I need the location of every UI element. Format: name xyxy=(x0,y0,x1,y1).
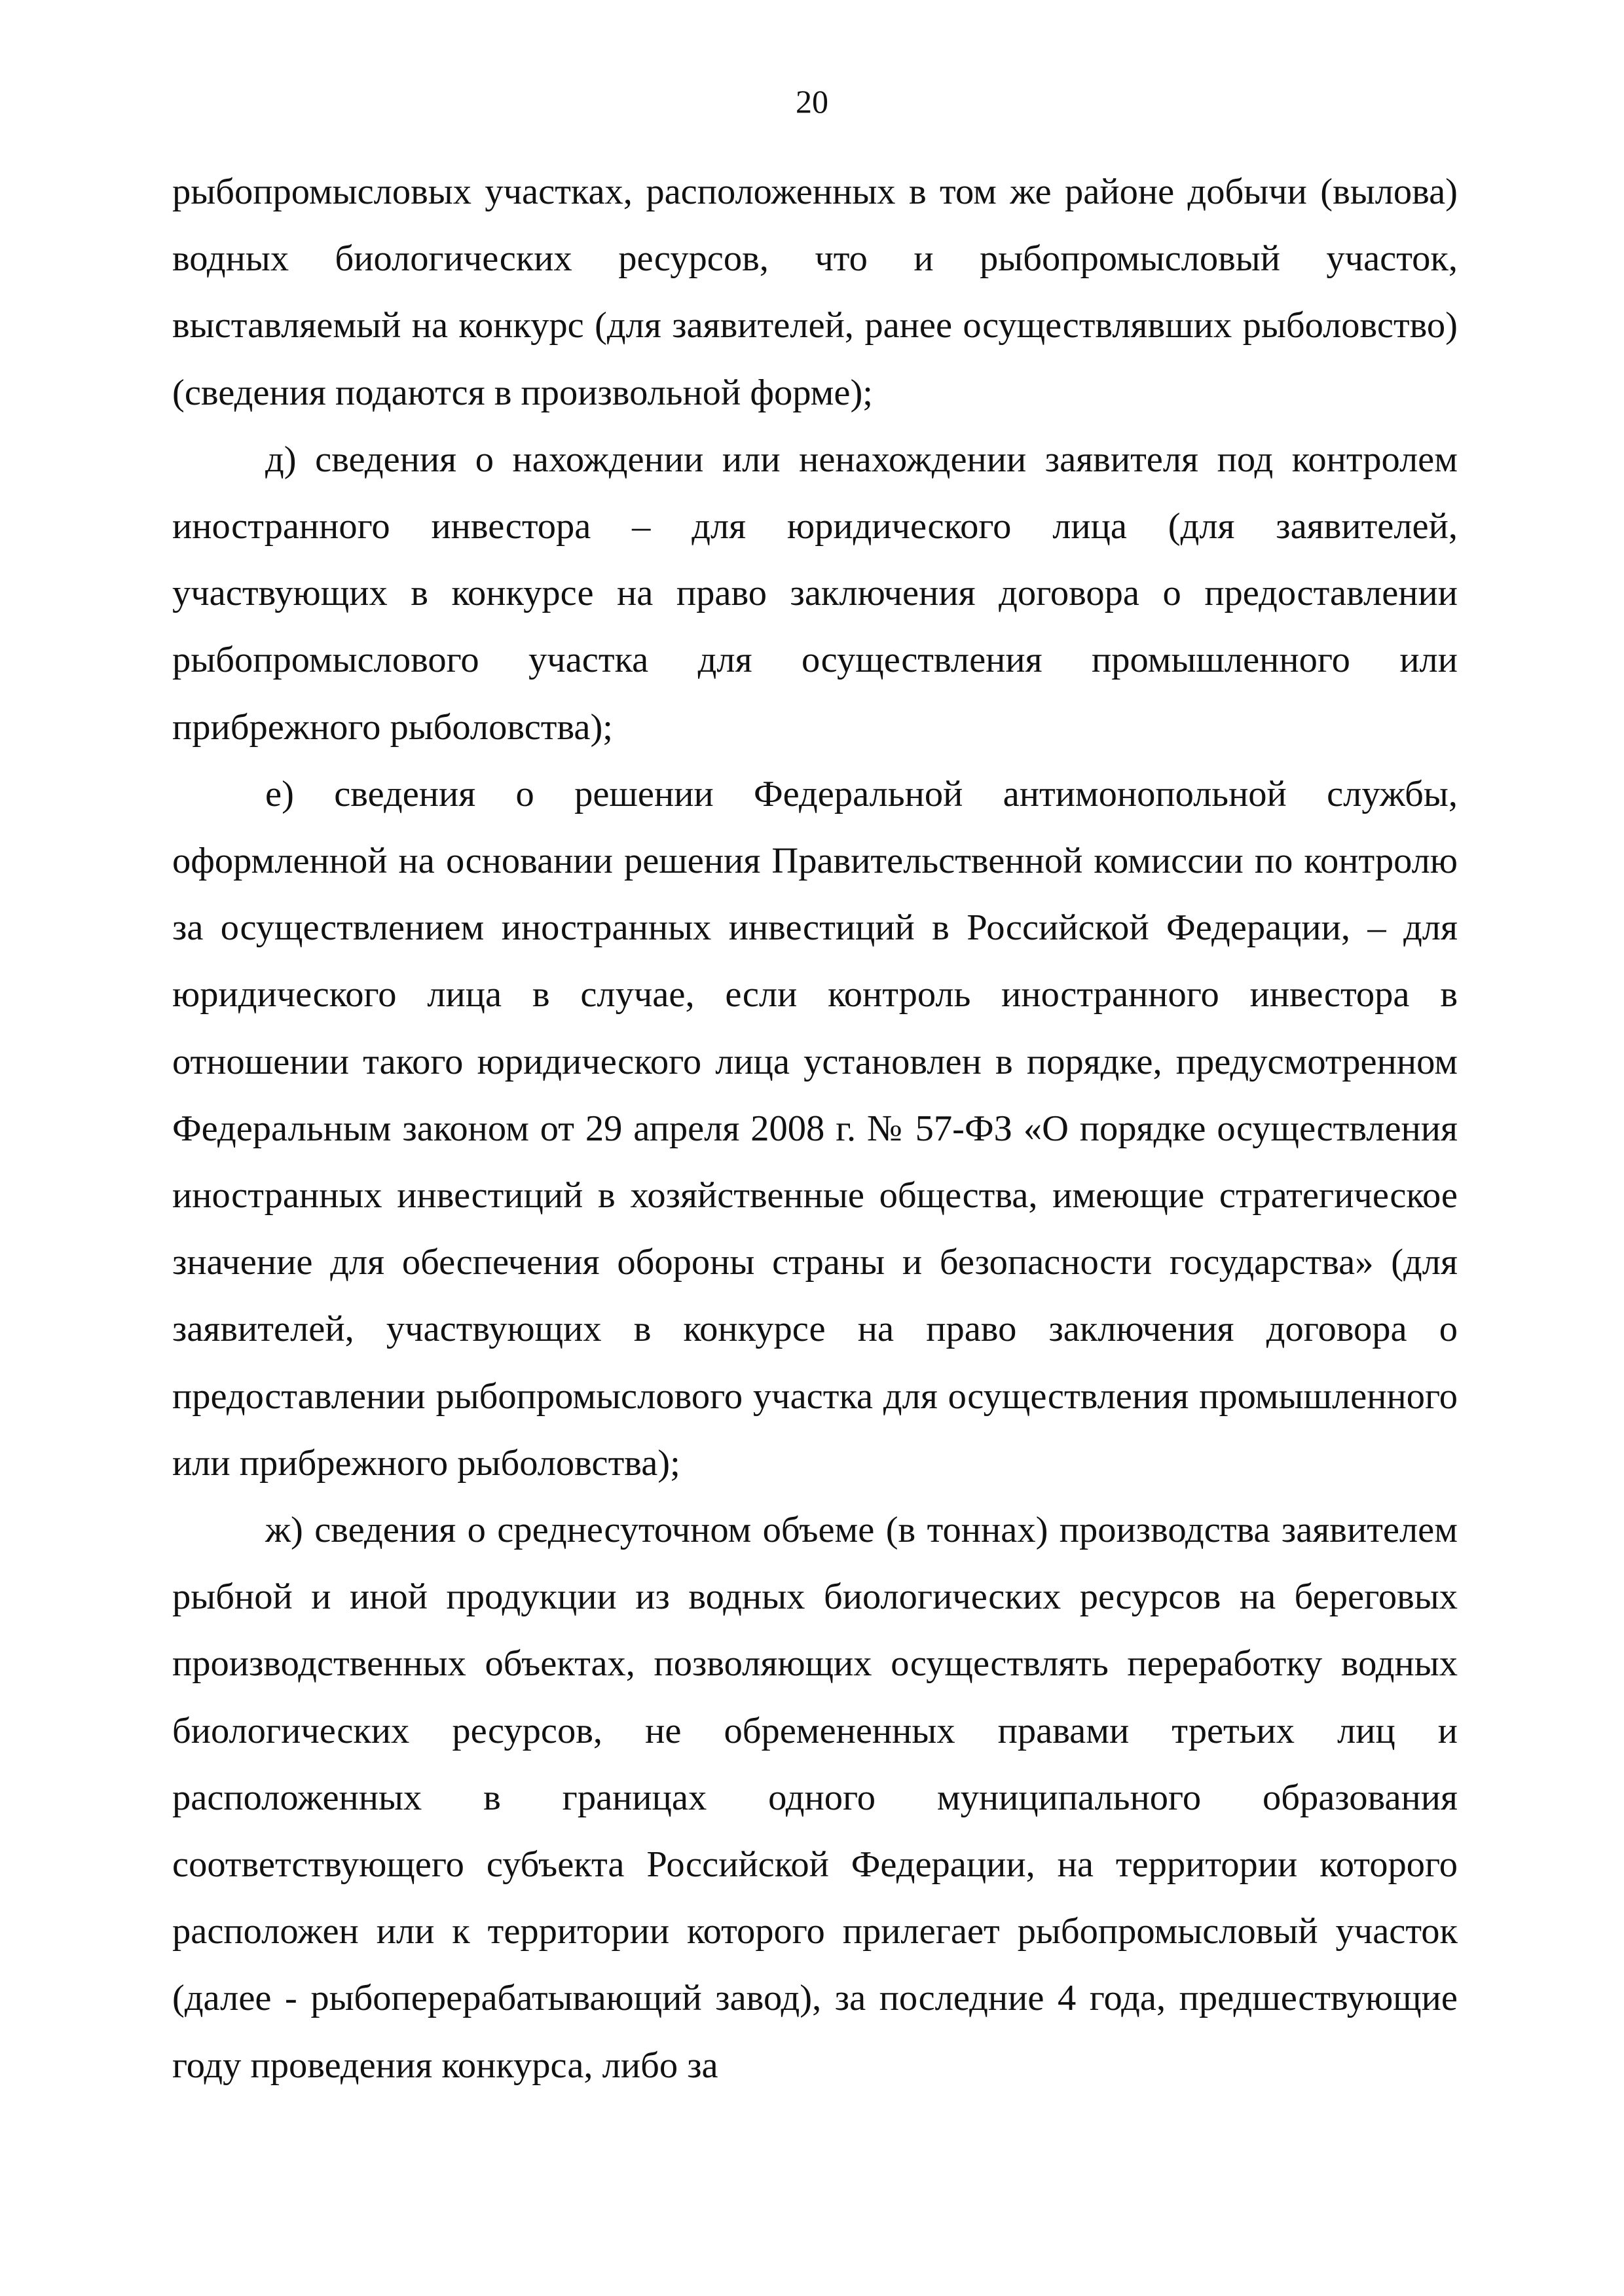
paragraph-item-zh: ж) сведения о среднесуточном объеме (в тоннах) производства заявителем рыбной и иной продукции из водных биологических ресурсов на береговых производственных объектах, позволяющих осуществлять переработку водных биологических ресурсов, не обремененных правами третьих лиц и расположенных в границах одного муниципального образования соответствующего субъекта Российской Федерации, на территории которого расположен или к территории которого прилегает рыбопромысловый участок (далее - рыбоперерабатывающий завод), за последние 4 года, предшествующие году проведения конкурса, либо за xyxy=(172,1510,1458,2086)
paragraph-continuation: рыбопромысловых участках, расположенных в том же районе добычи (вылова) водных биологических ресурсов, что и рыбопромысловый участок, выставляемый на конкурс (для заявителей, ранее осуществлявших рыболовство) (сведения подаются в произвольной форме); xyxy=(172,172,1458,413)
paragraph-item-e: е) сведения о решении Федеральной антимонопольной службы, оформленной на основании решения Правительственной комиссии по контролю за осуществлением иностранных инвестиций в Российской Федерации, – для юридического лица в случае, если контроль иностранного инвестора в отношении такого юридического лица установлен в порядке, предусмотренном Федеральным законом от 29 апреля 2008 г. № 57-ФЗ «О порядке осуществления иностранных инвестиций в хозяйственные общества, имеющие стратегическое значение для обеспечения обороны страны и безопасности государства» (для заявителей, участвующих в конкурсе на право заключения договора о предоставлении рыбопромыслового участка для осуществления промышленного или прибрежного рыболовства); xyxy=(172,773,1458,1484)
document-body xyxy=(172,158,1458,2099)
paragraph-item-d: д) сведения о нахождении или ненахождении заявителя под контролем иностранного инвестора – для юридического лица (для заявителей, участвующих в конкурсе на право заключения договора о предоставлении рыбопромыслового участка для осуществления промышленного или прибрежного рыболовства); xyxy=(172,439,1458,748)
page-number: 20 xyxy=(796,83,828,120)
